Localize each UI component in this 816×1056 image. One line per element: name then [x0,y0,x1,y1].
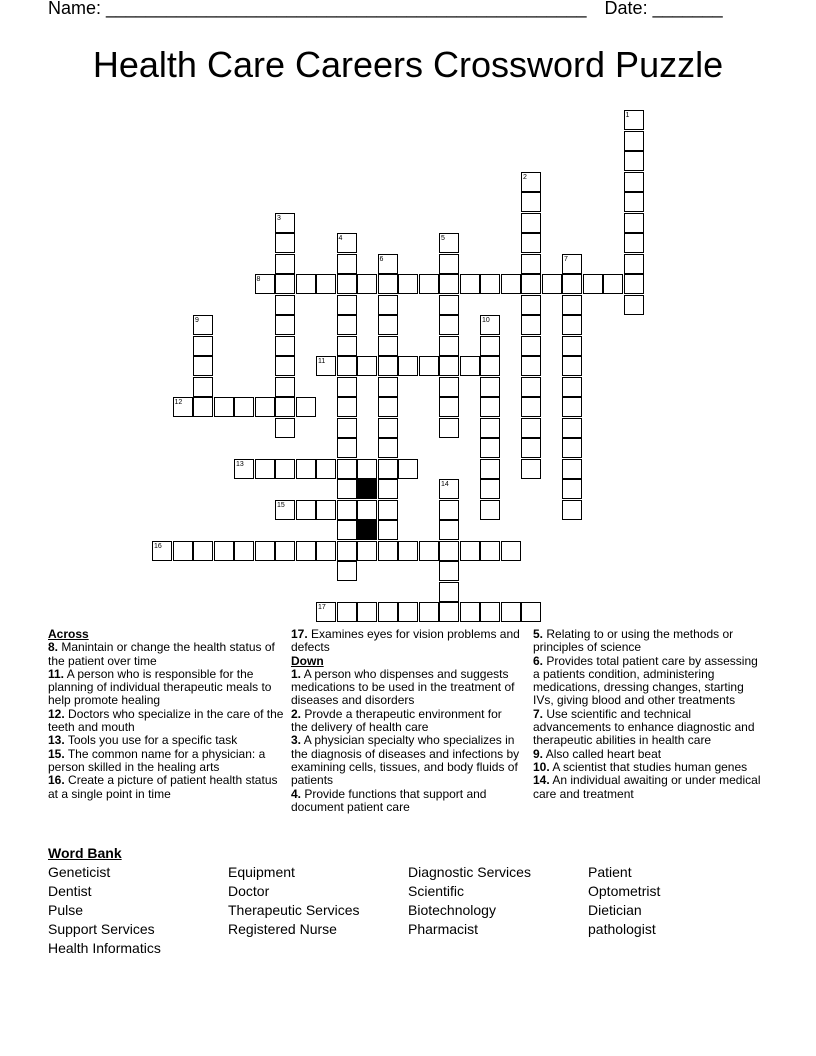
crossword-cell[interactable] [480,479,500,499]
crossword-cell[interactable] [521,233,541,253]
down-clue: 1. A person who dispenses and suggests medications to be used in the treatment of diseases and disorders [291,666,515,708]
crossword-cell[interactable] [337,377,357,397]
crossword-cell[interactable] [275,315,295,335]
crossword-cell[interactable] [480,541,500,561]
crossword-cell[interactable] [378,336,398,356]
crossword-cell[interactable] [296,541,316,561]
across-clue: 17. Examines eyes for vision problems and defects [291,627,520,655]
crossword-cell[interactable] [439,397,459,417]
clue-number-label: 17 [318,604,326,611]
clue-number-label: 5 [441,235,445,242]
crossword-cell[interactable] [562,500,582,520]
crossword-cell[interactable] [337,520,357,540]
crossword-cell[interactable] [337,500,357,520]
crossword-cell[interactable] [542,274,562,294]
crossword-cell[interactable] [521,254,541,274]
down-clue: 10. A scientist that studies human genes [533,759,748,774]
word-bank-heading: Word Bank [48,845,122,861]
crossword-cell[interactable] [624,274,644,294]
crossword-cell[interactable] [521,192,541,212]
crossword-cell[interactable] [419,602,439,622]
crossword-cell[interactable] [562,438,582,458]
crossword-cell[interactable] [439,356,459,376]
across-clue: 15. The common name for a physician: a person skilled in the healing arts [48,746,266,774]
crossword-cell[interactable] [521,602,541,622]
crossword-cell[interactable] [316,541,336,561]
crossword-cell[interactable] [337,561,357,581]
clue-number-label: 6 [379,255,384,263]
down-clue: 4. Provide functions that support and document patient care [291,786,487,814]
crossword-cell[interactable] [378,418,398,438]
crossword-cell[interactable] [398,274,418,294]
page-title: Health Care Careers Crossword Puzzle [92,44,724,85]
crossword-cell[interactable] [296,274,316,294]
crossword-cell[interactable] [357,356,377,376]
crossword-cell[interactable] [255,541,275,561]
crossword-cell[interactable] [583,274,603,294]
crossword-cell[interactable] [275,377,295,397]
crossword-cell[interactable] [480,418,500,438]
crossword-cell[interactable] [357,541,377,561]
crossword-cell[interactable] [316,274,336,294]
crossword-cell[interactable] [501,602,521,622]
crossword-cell[interactable] [624,213,644,233]
across-clue: 8. Manintain or change the health status of the patient over time [48,640,275,668]
crossword-cell[interactable] [521,274,541,294]
clue-number-label: 3 [277,214,281,222]
word-bank-item: Diagnostic Services [408,864,531,880]
crossword-cell[interactable] [378,438,398,458]
crossword-cell[interactable] [562,479,582,499]
crossword-cell[interactable] [562,336,582,356]
crossword-cell[interactable] [337,418,357,438]
crossword-cell[interactable] [439,541,459,561]
crossword-cell[interactable] [337,315,357,335]
crossword-cell[interactable] [480,500,500,520]
crossword-cell[interactable] [398,541,418,561]
clue-number-label: 11 [318,358,326,365]
clue-number-label: 13 [236,460,244,468]
crossword-cell[interactable] [480,356,500,376]
word-bank-item: Scientific [408,883,465,899]
clue-number-label: 4 [338,235,343,242]
crossword-cell[interactable] [562,418,582,438]
down-clue: 14. An individual awaiting or under medical care and treatment [533,773,761,801]
crossword-cell[interactable] [624,131,644,151]
crossword-cell[interactable] [419,356,439,376]
word-bank-item: Health Informatics [48,940,161,956]
crossword-cell[interactable] [521,438,541,458]
down-clue: 6. Provides total patient care by assessing a patients condition, administering medications, dressing changes, starting IVs, giving blood and other treatments [533,653,758,708]
clue-number-label: 15 [277,501,285,509]
word-bank-item: Pharmacist [408,921,479,937]
crossword-cell[interactable] [603,274,623,294]
crossword-cell[interactable] [357,602,377,622]
crossword-cell[interactable] [378,315,398,335]
crossword-cell[interactable] [439,295,459,315]
clue-number-label: 16 [154,542,162,550]
across-clue: 16. Create a picture of patient health status at a single point in time [48,773,278,801]
word-bank-item: Dietician [588,902,642,918]
crossword-cell[interactable] [378,602,398,622]
crossword-cell[interactable] [357,500,377,520]
crossword-cell[interactable] [378,459,398,479]
crossword-cell[interactable] [521,397,541,417]
name-field-label[interactable]: Name: ________________________________________________ [48,0,587,18]
crossword-cell[interactable] [521,295,541,315]
word-bank-item: Dentist [48,883,92,899]
down-heading: Down [291,653,324,668]
word-bank-item: Optometrist [588,883,661,899]
across-clue: 12. Doctors who specialize in the care of the teeth and mouth [48,706,284,735]
crossword-cell[interactable] [521,336,541,356]
down-clue: 3. A physician specialty who specializes in the diagnosis of diseases and infections by examining cells, tissues, and body fluids of patients [291,733,520,788]
crossword-cell[interactable] [378,520,398,540]
crossword-cell[interactable] [480,336,500,356]
crossword-cell[interactable] [398,602,418,622]
word-bank-column-2 [228,863,360,939]
clue-number-label: 14 [441,481,449,488]
crossword-cell[interactable] [439,500,459,520]
crossword-cell[interactable] [378,541,398,561]
crossword-cell[interactable] [296,459,316,479]
crossword-cell[interactable] [173,541,193,561]
word-bank-column-1 [48,863,161,958]
clue-number-label: 12 [174,399,183,406]
across-clue: 13. Tools you use for a specific task [48,733,238,748]
down-clue: 2. Provde a therapeutic environment for the delivery of health care [291,706,502,735]
crossword-cell[interactable] [275,418,295,438]
crossword-cell[interactable] [275,295,295,315]
word-bank-item: Support Services [48,921,155,937]
word-bank-item: Registered Nurse [228,921,337,937]
crossword-cell[interactable] [316,500,336,520]
crossword-cell[interactable] [480,397,500,417]
word-bank-item: Equipment [228,864,295,880]
crossword-cell[interactable] [419,274,439,294]
word-bank-item: Doctor [228,883,270,899]
crossword-cell[interactable] [255,459,275,479]
crossword-cell[interactable] [337,295,357,315]
crossword-cell[interactable] [439,254,459,274]
crossword-cell[interactable] [234,541,254,561]
crossword-cell[interactable] [439,561,459,581]
clue-number-label: 10 [482,317,490,324]
across-clue: 11. A person who is responsible for the planning of individual therapeutic meals to help promote healing [48,666,272,708]
crossword-cell[interactable] [193,541,213,561]
crossword-cell[interactable] [337,254,357,274]
clues-column-3 [533,628,765,801]
word-bank-item: Pulse [48,902,84,918]
down-clue: 9. Also called heart beat [533,746,662,761]
clue-number-label: 7 [564,255,568,263]
crossword-cell[interactable] [521,315,541,335]
crossword-cell[interactable] [337,336,357,356]
crossword-cell[interactable] [193,397,213,417]
crossword-cell[interactable] [214,397,234,417]
crossword-cell[interactable] [255,397,275,417]
down-clue: 7. Use scientific and technical advancements to enhance diagnostic and therapeutic abilities in health care [533,706,755,748]
crossword-cell[interactable] [337,459,357,479]
crossword-cell[interactable] [562,459,582,479]
crossword-cell[interactable] [357,274,377,294]
crossword-cell[interactable] [562,356,582,376]
crossword-cell[interactable] [193,377,213,397]
crossword-cell[interactable] [398,356,418,376]
crossword-cell[interactable] [439,377,459,397]
crossword-cell[interactable] [624,151,644,171]
crossword-cell[interactable] [562,377,582,397]
crossword-cell[interactable] [193,336,213,356]
crossword-cell[interactable] [296,397,316,417]
crossword-cell[interactable] [378,500,398,520]
crossword-cell[interactable] [275,274,295,294]
word-bank-column-3 [408,863,531,939]
crossword-cell[interactable] [624,233,644,253]
crossword-cell[interactable] [439,602,459,622]
crossword-cell[interactable] [275,459,295,479]
crossword-cell[interactable] [624,254,644,274]
crossword-cell[interactable] [562,315,582,335]
crossword-cell[interactable] [316,459,336,479]
crossword-cell[interactable] [214,541,234,561]
crossword-cell[interactable] [624,192,644,212]
crossword-cell[interactable] [521,377,541,397]
crossword-cell[interactable] [275,254,295,274]
crossword-cell[interactable] [234,397,254,417]
crossword-cell[interactable] [562,295,582,315]
crossword-cell[interactable] [460,602,480,622]
crossword-cell[interactable] [296,500,316,520]
blocked-cell [357,520,377,540]
word-bank-item: Geneticist [48,864,111,880]
crossword-cell[interactable] [501,274,521,294]
word-bank-item: Biotechnology [408,902,496,918]
word-bank-column-4 [588,863,660,939]
crossword-cell[interactable] [378,397,398,417]
crossword-cell[interactable] [480,459,500,479]
crossword-cell[interactable] [562,397,582,417]
crossword-cell[interactable] [521,418,541,438]
crossword-cell[interactable] [378,479,398,499]
word-bank-item: pathologist [588,921,656,937]
crossword-cell[interactable] [378,295,398,315]
crossword-cell[interactable] [460,356,480,376]
crossword-cell[interactable] [275,233,295,253]
blocked-cell [357,479,377,499]
crossword-cell[interactable] [460,274,480,294]
crossword-cell[interactable] [398,459,418,479]
crossword-cell[interactable] [275,541,295,561]
crossword-cell[interactable] [562,274,582,294]
crossword-cell[interactable] [439,274,459,294]
crossword-cell[interactable] [439,582,459,602]
crossword-cell[interactable] [480,377,500,397]
crossword-cell[interactable] [439,336,459,356]
across-heading: Across [48,627,89,641]
crossword-cell[interactable] [480,602,500,622]
crossword-cell[interactable] [501,541,521,561]
crossword-cell[interactable] [419,541,439,561]
crossword-cell[interactable] [624,295,644,315]
clues-column-2 [291,628,521,814]
crossword-cell[interactable] [357,459,377,479]
crossword-cell[interactable] [337,541,357,561]
crossword-cell[interactable] [337,356,357,376]
crossword-cell[interactable] [521,213,541,233]
date-field-label[interactable]: Date: _______ [604,0,723,18]
crossword-cell[interactable] [337,397,357,417]
clues-column-1 [48,628,284,801]
crossword-cell[interactable] [521,356,541,376]
crossword-cell[interactable] [521,459,541,479]
clue-number-label: 8 [256,276,261,283]
crossword-cell[interactable] [275,356,295,376]
crossword-cell[interactable] [439,520,459,540]
crossword-cell[interactable] [378,377,398,397]
crossword-cell[interactable] [337,274,357,294]
crossword-cell[interactable] [460,541,480,561]
crossword-cell[interactable] [337,479,357,499]
crossword-cell[interactable] [480,274,500,294]
crossword-cell[interactable] [378,274,398,294]
crossword-cell[interactable] [337,438,357,458]
word-bank-item: Therapeutic Services [228,902,360,918]
crossword-cell[interactable] [439,315,459,335]
clue-number-label: 9 [195,317,199,324]
crossword-cell[interactable] [480,438,500,458]
crossword-cell[interactable] [624,172,644,192]
crossword-cell[interactable] [275,397,295,417]
word-bank-item: Patient [588,864,632,880]
clue-number-label: 2 [523,173,527,181]
down-clue: 5. Relating to or using the methods or principles of science [533,627,734,655]
clue-number-label: 1 [625,112,630,119]
crossword-cell[interactable] [439,418,459,438]
crossword-cell[interactable] [337,602,357,622]
crossword-cell[interactable] [193,356,213,376]
crossword-cell[interactable] [378,356,398,376]
crossword-cell[interactable] [275,336,295,356]
